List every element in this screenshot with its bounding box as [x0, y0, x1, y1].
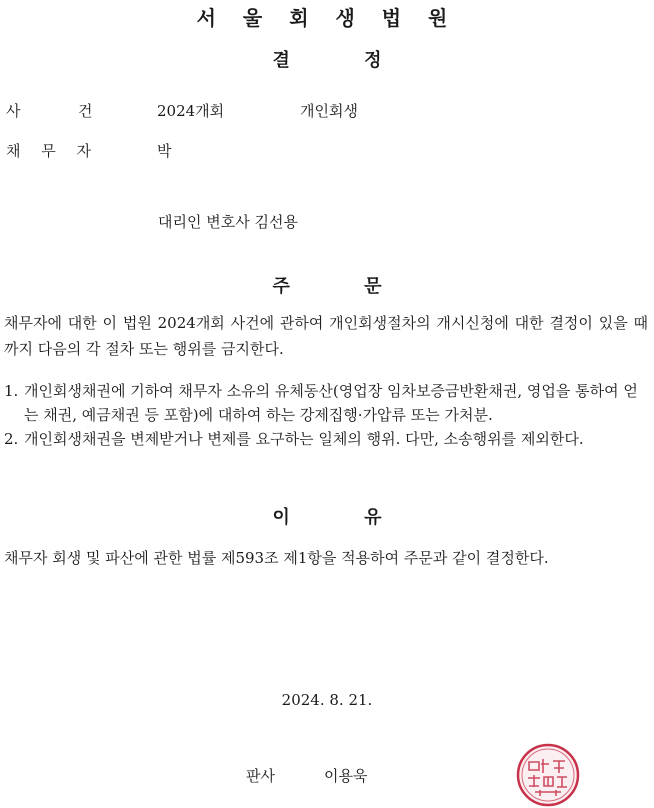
order-item [4, 427, 650, 451]
order-item-number: 1. [4, 382, 19, 400]
order-heading: 주 문 [272, 276, 382, 297]
debtor-name: 박 [157, 142, 172, 160]
case-label: 사 [6, 102, 21, 120]
judge-name: 이용욱 [324, 767, 368, 785]
order-paragraph: 채무자에 대한 이 법원 2024개회 사건에 관하여 개인회생절차의 개시신청에 대한 결정이 있을 때까지 다음의 각 절차 또는 행위를 금지한다. [4, 314, 648, 358]
order-list [4, 379, 650, 451]
order-item-text: 개인회생채권에 기하여 채무자 소유의 유체동산(영업장 임차보증금반환채권, 영업을 통하여 얻는 채권, 예금채권 등 포함)에 대하여 하는 강제집행·가압류 또는 가처분. [24, 382, 638, 424]
order-item-number: 2. [4, 430, 19, 448]
court-seal-stamp-icon [515, 742, 581, 808]
case-number: 2024개회 [157, 102, 225, 120]
decision-date: 2024. 8. 21. [281, 691, 373, 709]
debtor-label: 채 무 자 [6, 142, 92, 160]
order-item-text: 개인회생채권을 변제받거나 변제를 요구하는 일체의 행위. 다만, 소송행위를 제외한다. [24, 430, 584, 448]
legal-representative: 대리인 변호사 김선용 [158, 213, 298, 231]
case-type: 개인회생 [300, 102, 358, 120]
court-name: 서 울 회 생 법 원 [196, 6, 458, 30]
reason-paragraph: 채무자 회생 및 파산에 관한 법률 제593조 제1항을 적용하여 주문과 같이 결정한다. [4, 549, 549, 567]
reason-heading: 이 유 [272, 507, 382, 528]
document-type-heading: 결 정 [272, 50, 382, 71]
order-item [4, 379, 650, 427]
case-label-char2: 건 [78, 102, 93, 120]
judge-title: 판사 [246, 767, 275, 785]
